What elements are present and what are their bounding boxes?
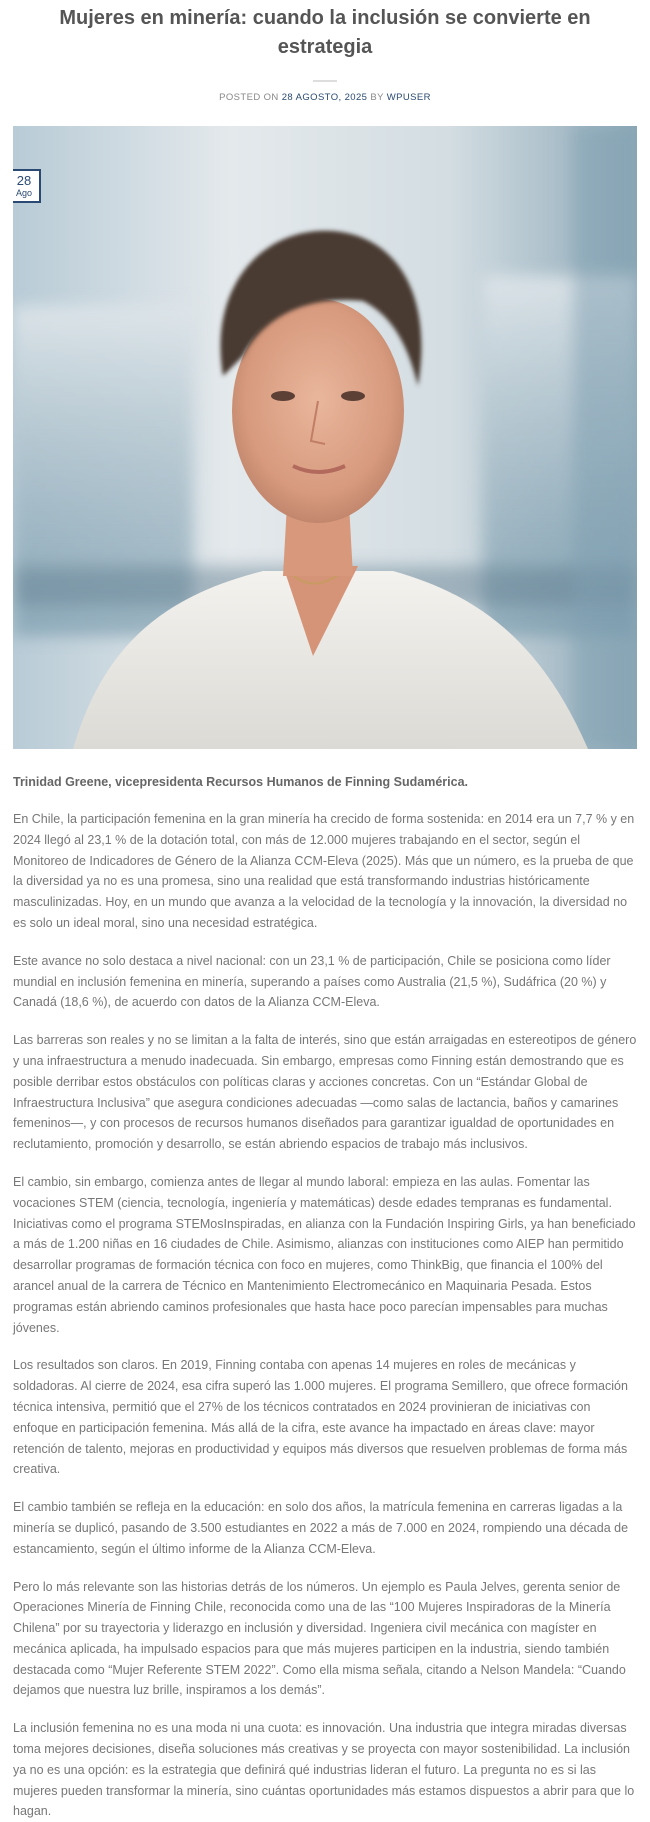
paragraph: La inclusión femenina no es una moda ni una cuota: es innovación. Una industria que integra miradas diversas toma mejores decisiones, diseña soluciones más creativas y se proyecta con mayor sostenibilidad. La inclusión ya no es una opción: es la estrategia que definirá qué industrias lideran el futuro. La pregunta no es si las mujeres pueden transformar la minería, sino cuántas oportunidades más estamos dispuestos a abrir para que lo hagan. <box>13 1721 635 1819</box>
date-badge <box>13 169 41 203</box>
portrait-photo <box>13 126 637 749</box>
paragraph: Pero lo más relevante son las historias detrás de los números. Un ejemplo es Paula Jelves, gerenta senior de Operaciones Minería de Finning Chile, reconocida como una de las “100 Mujeres Inspiradoras de la Minería Chilena” por su trayectoria y liderazgo en inclusión y diversidad. Ingeniera civil mecánica con magíster en mecánica aplicada, ha impulsado espacios para que más mujeres participen en la industria, siendo también destacada como “Mujer Referente STEM 2022”. Como ella misma señala, citando a Nelson Mandela: “Cuando dejamos que nuestra luz brille, inspiramos a los demás”. <box>13 1579 626 1698</box>
featured-image <box>13 126 637 749</box>
badge-day: 28 <box>16 173 32 188</box>
paragraph: Los resultados son claros. En 2019, Finning contaba con apenas 14 mujeres en roles de mecánicas y soldadoras. Al cierre de 2024, esa cifra superó las 1.000 mujeres. El programa Semillero, que ofrece formación técnica intensiva, permitió que el 27% de los técnicos contratados en 2024 provinieran de iniciativas con enfoque en participación femenina. Más allá de la cifra, este avance ha impactado en áreas clave: mayor retención de talento, mejoras en productividad y equipos más diversos que resuelven problemas de forma más creativa. <box>13 1358 628 1477</box>
paragraph: El cambio, sin embargo, comienza antes de llegar al mundo laboral: empieza en las aulas. Fomentar las vocaciones STEM (ciencia, tecnología, ingeniería y matemáticas) desde edades tempranas es fundamental. Iniciativas como el programa STEMosInspiradas, en alianza con la Fundación Inspiring Girls, ya han beneficiado a más de 1.200 niñas en 16 ciudades de Chile. Asimismo, alianzas con instituciones como AIEP han permitido desarrollar programas de formación técnica con foco en mujeres, como ThinkBig, que financia el 100% del arancel anual de la carrera de Técnico en Mantenimiento Electromecánico en Maquinaria Pesada. Estos programas están abriendo caminos profesionales que hasta hace poco parecían impensables para muchas jóvenes. <box>13 1174 636 1335</box>
posted-on-label: POSTED ON <box>219 92 279 103</box>
author-link[interactable]: WPUSER <box>386 92 431 103</box>
paragraph: Las barreras son reales y no se limitan a la falta de interés, sino que están arraigadas en estereotipos de género y una infraestructura a menudo inadecuada. Sin embargo, empresas como Finning están demostrando que es posible derribar estos obstáculos con políticas claras y acciones concretas. Con un “Estándar Global de Infraestructura Inclusiva” que asegura condiciones adecuadas —como salas de lactancia, baños y camarines femeninos—, y con procesos de recursos humanos diseñados para garantizar igualdad de oportunidades en reclutamiento, promoción y desarrollo, se están abriendo espacios de trabajo más inclusivos. <box>13 1033 637 1152</box>
paragraph: El cambio también se refleja en la educación: en solo dos años, la matrícula femenina en carreras ligadas a la minería se duplicó, pasando de 3.500 estudiantes en 2022 a más de 7.000 en 2024, rompiendo una década de estancamiento, según el último informe de la Alianza CCM-Eleva. <box>13 1500 629 1556</box>
left-eye <box>271 391 295 401</box>
article <box>13 0 637 1822</box>
post-meta <box>13 92 637 103</box>
right-eye <box>341 391 365 401</box>
article-title: Mujeres en minería: cuando la inclusión se convierte en estrategia <box>59 7 591 58</box>
paragraph: Este avance no solo destaca a nivel nacional: con un 23,1 % de participación, Chile se posiciona como líder mundial en inclusión femenina en minería, superando a países como Australia (21,5 %), Sudáfrica (20 %) y Canadá (18,6 %), de acuerdo con datos de la Alianza CCM-Eleva. <box>13 953 611 1010</box>
title-divider <box>313 80 337 82</box>
badge-month: Ago <box>15 188 32 198</box>
post-date-link[interactable]: 28 AGOSTO, 2025 <box>281 92 368 103</box>
paragraph: En Chile, la participación femenina en la gran minería ha crecido de forma sostenida: en 2014 era un 7,7 % y en 2024 llegó al 23,1 % de la dotación total, con más de 12.000 mujeres trabajando en el sector, según el Monitoreo de Indicadores de Género de la Alianza CCM-Eleva (2025). Más que un número, es la prueba de que la diversidad ya no es una promesa, sino una realidad que está transformando industrias históricamente masculinizadas. Hoy, en un mundo que avanza a la velocidad de la tecnología y la innovación, la diversidad no es solo un ideal moral, sino una necesidad estratégica. <box>13 812 635 930</box>
by-label: BY <box>370 92 384 103</box>
image-caption: Trinidad Greene, vicepresidenta Recursos Humanos de Finning Sudamérica. <box>13 775 468 789</box>
